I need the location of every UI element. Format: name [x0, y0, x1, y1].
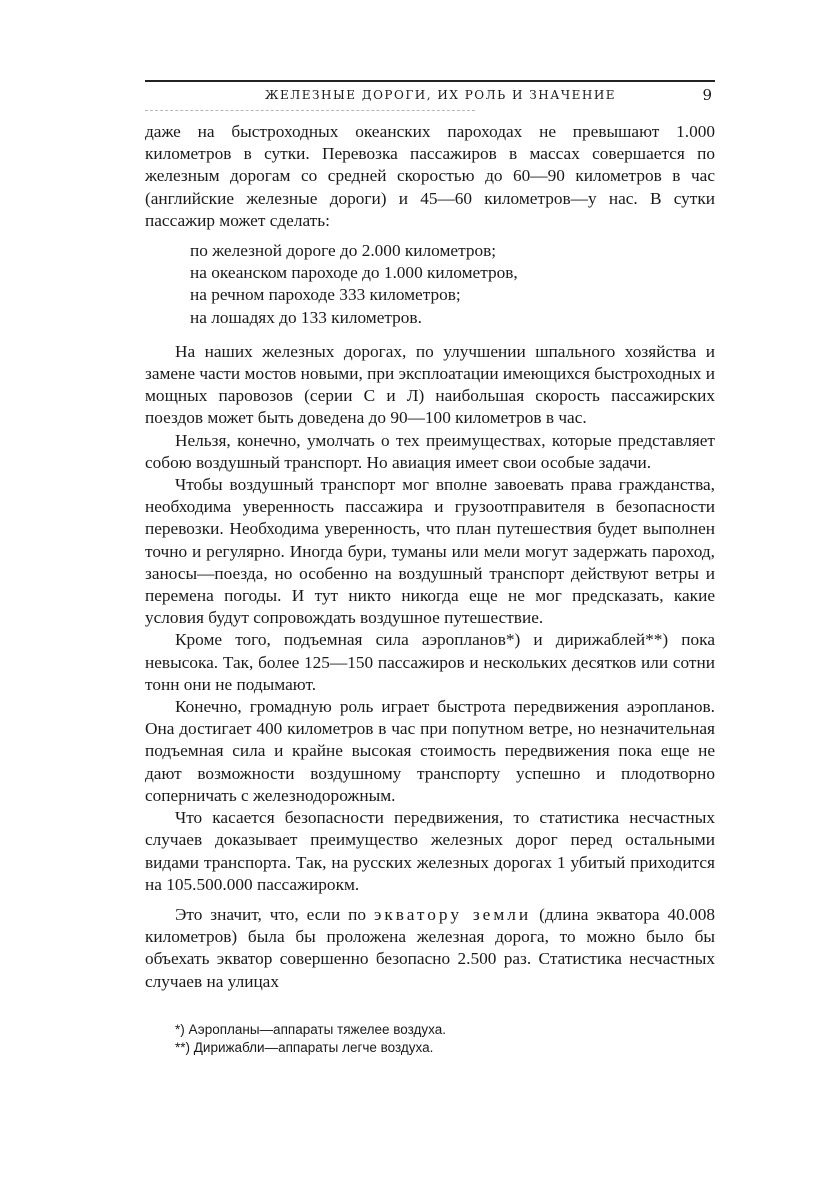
book-page: [145, 80, 715, 1057]
paragraph-5: Кроме того, подъемная сила аэропланов*) и дирижаблей**) пока невысока. Так, более 125—150 пассажиров и нескольких десятков или сотни тонн они не подымают.: [145, 630, 715, 694]
page-number: 9: [702, 86, 713, 104]
header-rule: [145, 80, 715, 82]
running-head-title: ЖЕЛЕЗНЫЕ ДОРОГИ, ИХ РОЛЬ И ЗНАЧЕНИЕ: [265, 88, 617, 102]
paragraph-4: Чтобы воздушный транспорт мог вполне завоевать права гражданства, необходима уверенность пассажира и грузоотправителя в безопасности перевозки. Необходима уверенность, что план путешествия будет выполнен точно и регулярно. Иногда бури, туманы или мели могут задержать пароход, заносы—поезда, но особенно на воздушный транспорт действуют ветры и перемена погоды. И тут никто никогда еще не мог предсказать, какие условия будут сопровождать воздушное путешествие.: [145, 475, 715, 628]
paragraph-1: даже на быстроходных океанских пароходах не превышают 1.000 километров в сутки. Перевозка пассажиров в массах совершается по железным дорогам со средней скоростью до 60—90 километров в час (английские железные дороги) и 45—60 километров—у нас. В сутки пассажир может сделать:: [145, 122, 715, 230]
footnote-1: *) Аэропланы—аппараты тяжелее воздуха.: [175, 1021, 447, 1037]
list-item: на лошадях до 133 километров.: [190, 307, 422, 327]
list-item: на речном пароходе 333 километров;: [190, 285, 461, 305]
paragraph-7: Что касается безопасности передвижения, то статистика несчастных случаев доказывает преимущество железных дорог перед остальными видами транспорта. Так, на русских железных дорогах 1 убитый приходится на 105.500.000 пассажирокм.: [145, 808, 715, 894]
distance-list: [190, 240, 715, 329]
paragraph-2: На наших железных дорогах, по улучшении шпального хозяйства и замене части мостов новыми, при эксплоатации имеющихся быстроходных и мощных паровозов (серии С и Л) наибольшая скорость пассажирских поездов может быть доведена до 90—100 километров в час.: [145, 341, 715, 428]
list-item: на океанском пароходе до 1.000 километров,: [190, 263, 518, 283]
paragraph-8-end: (длина экватора 40.008 километров) была бы проложена железная дорога, то можно было бы объехать экватор совершенно безопасно 2.500 раз. Статистика несчастных случаев на улицах: [145, 904, 715, 991]
body-text: [145, 121, 715, 232]
running-head: [145, 88, 715, 110]
list-item: по железной дороге до 2.000 километров;: [190, 241, 497, 261]
paragraph-3: Нельзя, конечно, умолчать о тех преимуществах, которые представляет собою воздушный транспорт. Но авиация имеет свои особые задачи.: [145, 430, 715, 472]
footnotes: [175, 1021, 715, 1057]
body-text-continued: [145, 341, 715, 993]
paragraph-6: Конечно, громадную роль играет быстрота передвижения аэропланов. Она достигает 400 километров в час при попутном ветре, но незначительная подъемная сила и крайне высокая стоимость передвижения пока еще не дают возможности воздушному транспорту успешно и плодотворно соперничать с железнодорожным.: [145, 697, 715, 805]
paragraph-8-spaced: экватору земли: [373, 904, 532, 924]
footnote-2: **) Дирижабли—аппараты легче воздуха.: [175, 1039, 434, 1055]
paragraph-8-start: Это значит, что, если по: [175, 904, 374, 924]
paragraph-8: [145, 904, 715, 993]
header-dashes: [145, 110, 475, 111]
